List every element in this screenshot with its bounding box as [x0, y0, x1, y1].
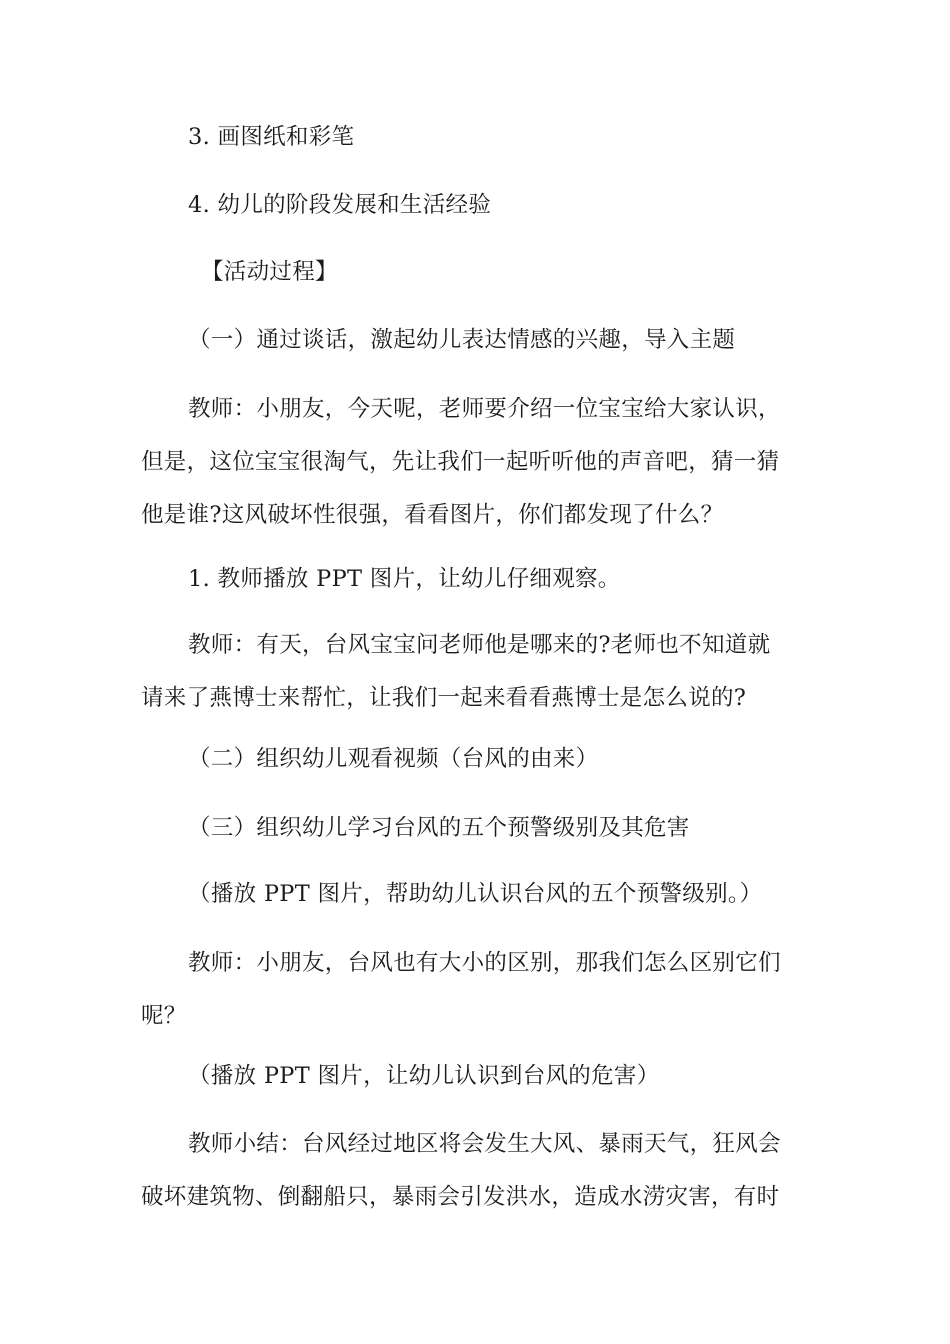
text-line: （一）通过谈话，激起幼儿表达情感的兴趣，导入主题 [188, 327, 736, 353]
text-line: 破坏建筑物、倒翻船只，暴雨会引发洪水，造成水涝灾害，有时 [141, 1184, 780, 1210]
text-line: （播放 PPT 图片，让幼儿认识到台风的危害） [188, 1063, 660, 1089]
text-line: 但是，这位宝宝很淘气，先让我们一起听听他的声音吧，猜一猜 [141, 449, 780, 475]
paragraph-step-1-heading [141, 314, 811, 367]
section-heading-activity-process [141, 246, 811, 299]
text-line: 他是谁?这风破坏性很强，看看图片，你们都发现了什么？ [141, 502, 724, 528]
paragraph-ppt-hazards [141, 1050, 811, 1103]
text-line: 1. 教师播放 PPT 图片，让幼儿仔细观察。 [188, 566, 621, 592]
text-line: 3. 画图纸和彩笔 [188, 124, 355, 150]
text-line: （播放 PPT 图片，帮助幼儿认识台风的五个预警级别。） [188, 881, 763, 907]
paragraph-teacher-intro [141, 383, 811, 542]
paragraph-teacher-summary [141, 1118, 811, 1224]
text-line: 请来了燕博士来帮忙，让我们一起来看看燕博士是怎么说的? [141, 685, 747, 711]
paragraph-step-3-heading [141, 802, 811, 855]
paragraph-materials-4 [141, 179, 811, 232]
paragraph-ppt-observe [141, 553, 811, 606]
text-line: 教师：有天，台风宝宝问老师他是哪来的?老师也不知道就 [188, 632, 771, 658]
paragraph-step-2-heading [141, 733, 811, 786]
text-line: 教师：小朋友，今天呢，老师要介绍一位宝宝给大家认识， [188, 396, 781, 422]
text-line: 教师小结：台风经过地区将会发生大风、暴雨天气，狂风会 [188, 1131, 781, 1157]
text-line: 4. 幼儿的阶段发展和生活经验 [188, 192, 492, 218]
paragraph-materials-3 [141, 111, 811, 164]
paragraph-teacher-doctor [141, 619, 811, 725]
text-line: 教师：小朋友，台风也有大小的区别，那我们怎么区别它们 [188, 950, 781, 976]
paragraph-ppt-warning-levels [141, 868, 811, 921]
text-line: 呢？ [141, 1003, 187, 1029]
text-line: （二）组织幼儿观看视频（台风的由来） [188, 746, 599, 772]
text-line: 【活动过程】 [201, 259, 338, 285]
paragraph-teacher-difference [141, 937, 811, 1043]
text-line: （三）组织幼儿学习台风的五个预警级别及其危害 [188, 815, 690, 841]
